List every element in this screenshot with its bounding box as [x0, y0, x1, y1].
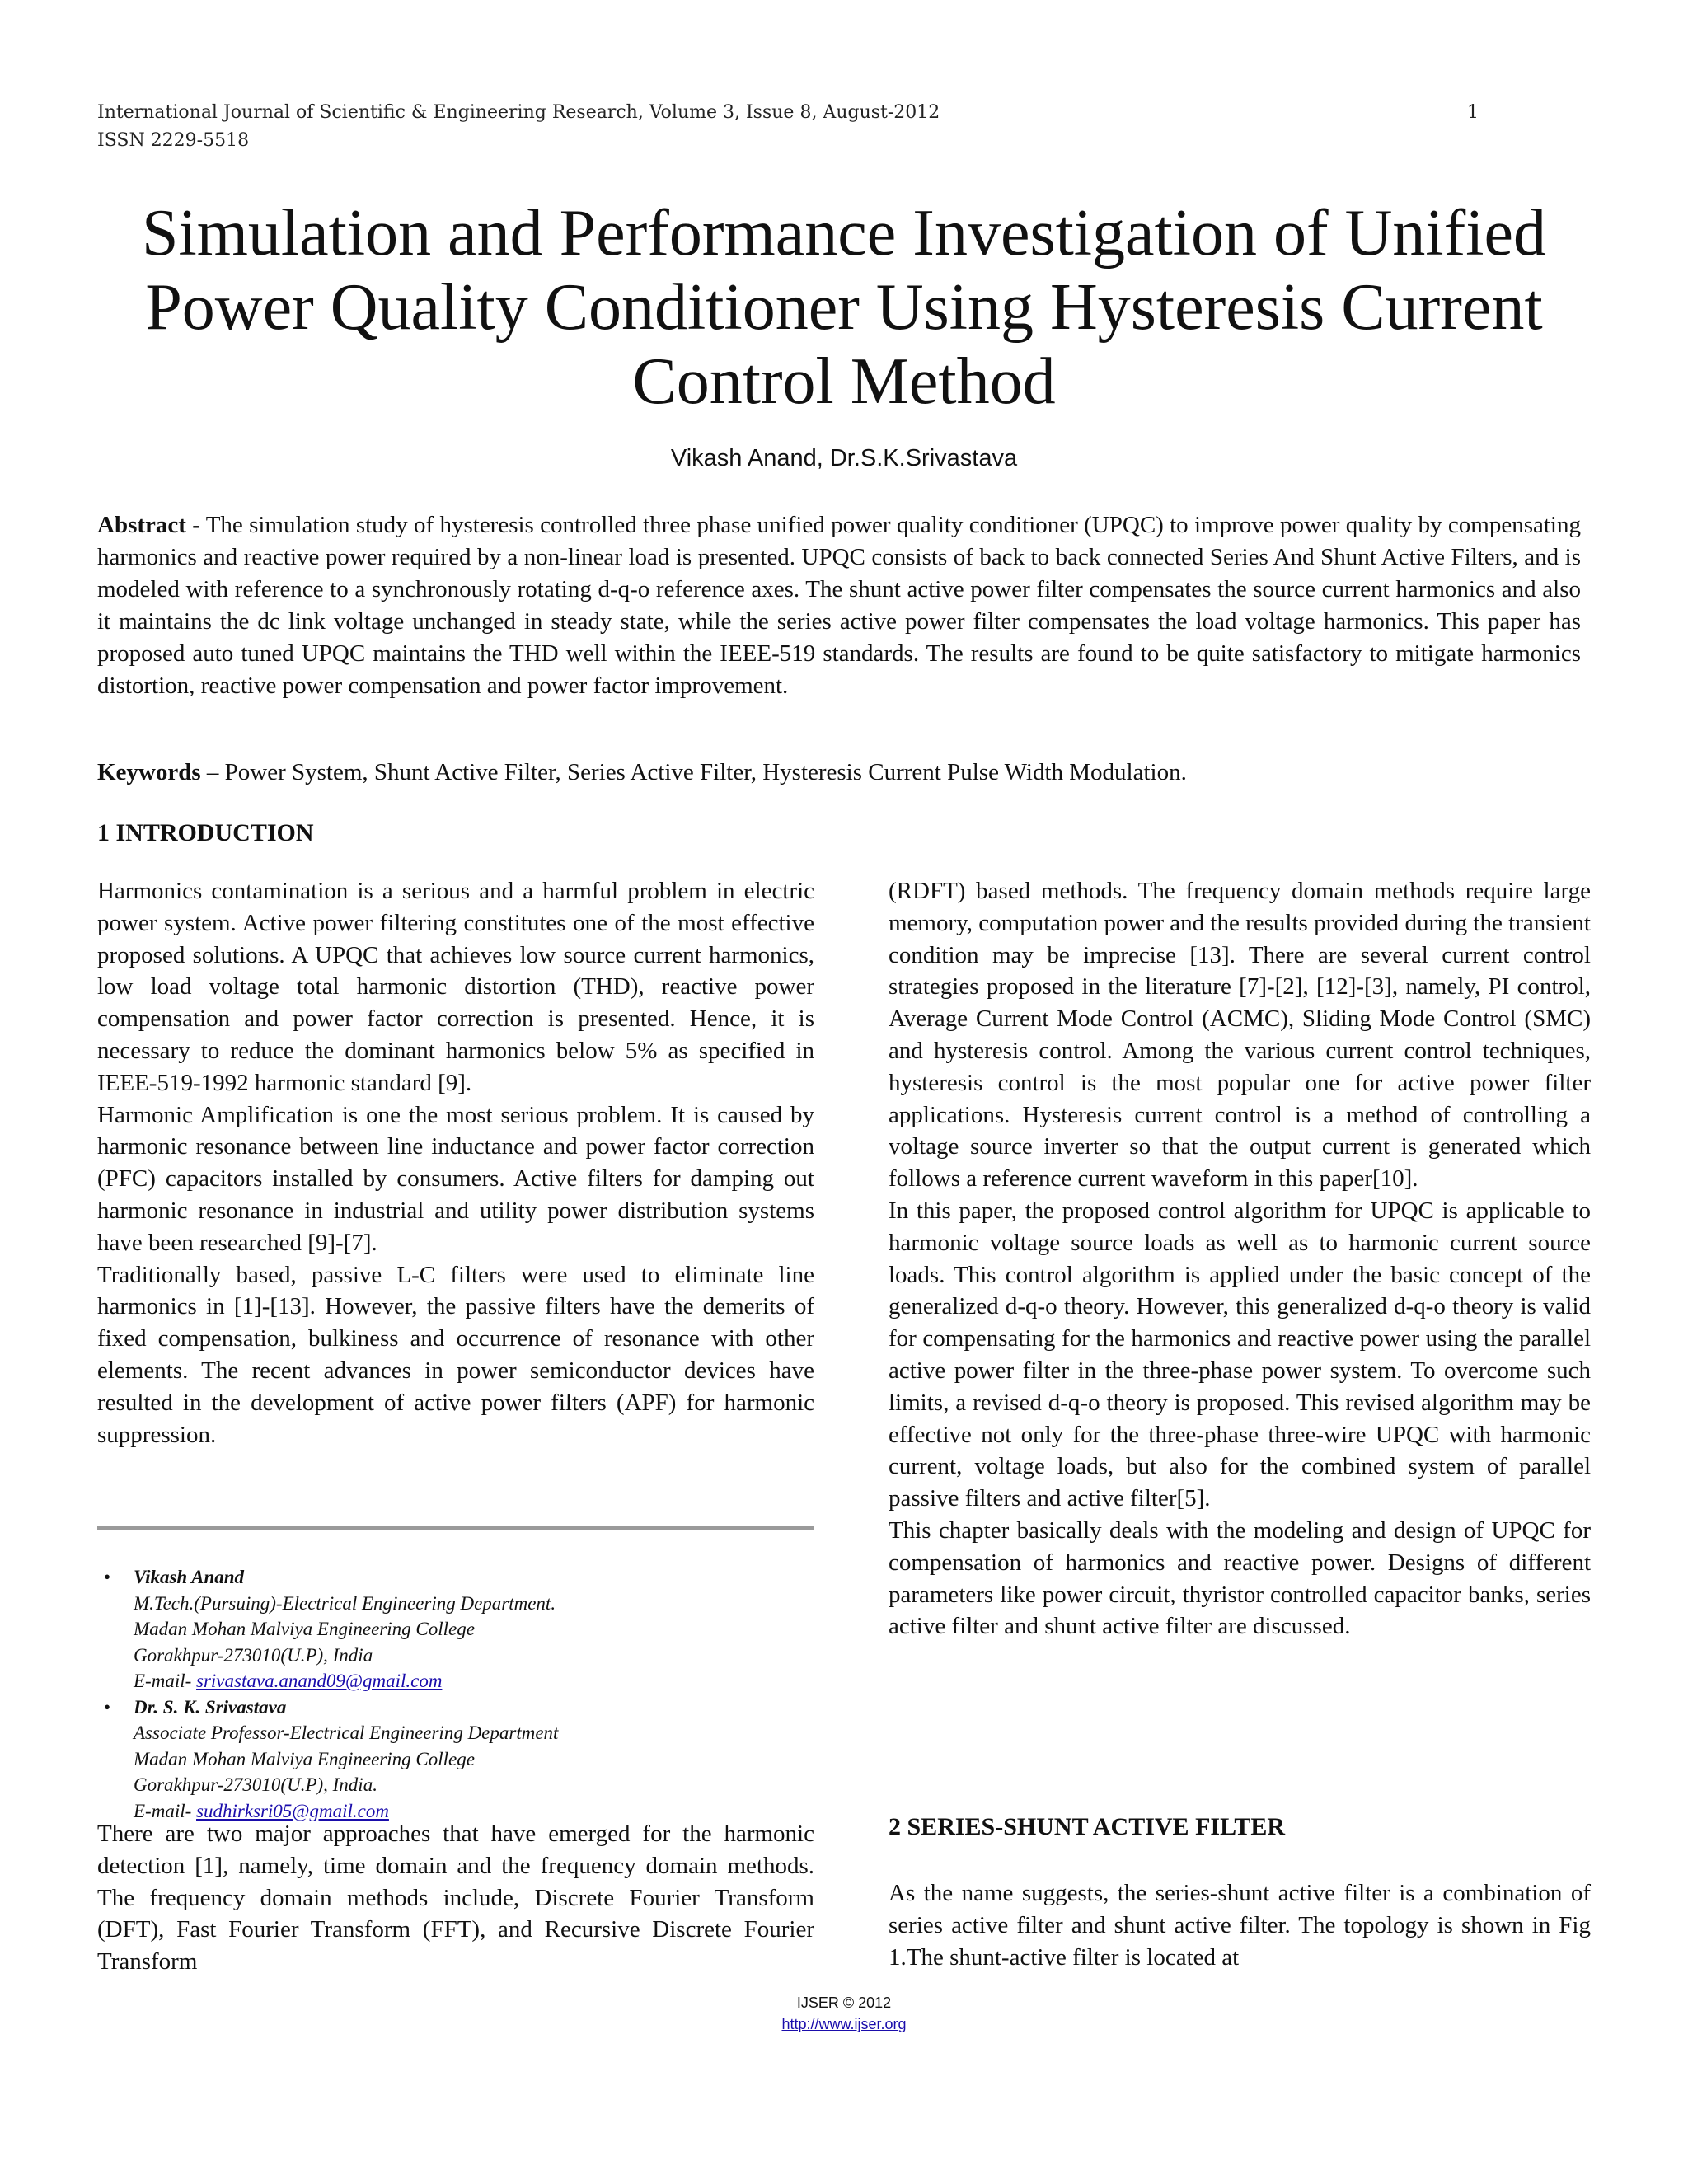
- section-heading-introduction: 1 INTRODUCTION: [97, 819, 314, 846]
- keywords-text: – Power System, Shunt Active Filter, Series Active Filter, Hysteresis Current Pulse Width Modulation.: [206, 759, 1187, 785]
- abstract: [97, 509, 1581, 702]
- bullet-icon: •: [104, 1567, 111, 1587]
- email-link[interactable]: sudhirksri05@gmail.com: [196, 1800, 389, 1821]
- footnote-line: Gorakhpur-273010(U.P), India.: [134, 1774, 377, 1795]
- keywords: [97, 757, 1581, 789]
- footer-copyright: IJSER © 2012: [796, 1994, 892, 2011]
- footer-link[interactable]: http://www.ijser.org: [781, 2016, 907, 2032]
- paragraph: In this paper, the proposed control algorithm for UPQC is applicable to harmonic voltage source loads as well as to harmonic current source loads. This control algorithm is applied under the basic concept of the generalized d-q-o theory. However, this generalized d-q-o theory is valid for compensating for the harmonics and reactive power using the parallel active power filter in the three-phase power system. To overcome such limits, a revised d-q-o theory is proposed. This revised algorithm may be effective not only for the three-phase three-wire UPQC with harmonic current, voltage loads, but also for the combined system of parallel passive filters and active filter[5].: [889, 1197, 1591, 1512]
- paragraph: Harmonics contamination is a serious and a harmful problem in electric power system. Active power filtering constitutes one of the most effective proposed solutions. A UPQC that achieves low source current harmonics, low load voltage total harmonic distortion (THD), reactive power compensation and power factor correction is presented. Hence, it is necessary to reduce the dominant harmonics below 5% as specified in IEEE-519-1992 harmonic standard [9].: [97, 878, 814, 1096]
- right-column: [889, 875, 1591, 1643]
- keywords-label: Keywords: [97, 759, 201, 785]
- footnote-author-name: Dr. S. K. Srivastava: [134, 1696, 287, 1718]
- footnote-author-name: Vikash Anand: [134, 1567, 245, 1587]
- footnote-line: Madan Mohan Malviya Engineering College: [134, 1619, 475, 1639]
- bullet-icon: •: [104, 1696, 111, 1718]
- paragraph: Harmonic Amplification is one the most serious problem. It is caused by harmonic resonance between line inductance and power factor correction (PFC) capacitors installed by consumers. Active filters for damping out harmonic resonance in industrial and utility power distribution systems have been researched [9]-[7].: [97, 1101, 814, 1256]
- footnote-line: Gorakhpur-273010(U.P), India: [134, 1644, 373, 1666]
- section2-paragraph: As the name suggests, the series-shunt active filter is a combination of series active filter and shunt active filter. The topology is shown in Fig 1.The shunt-active filter is located at: [889, 1880, 1591, 1971]
- journal-header: International Journal of Scientific & Engineering Research, Volume 3, Issue 8, August-2012: [97, 102, 940, 123]
- paragraph: Traditionally based, passive L-C filters were used to eliminate line harmonics in [1]-[13]. However, the passive filters have the demerits of fixed compensation, bulkiness and occurrence of resonance with other elements. The recent advances in power semiconductor devices have resulted in the development of active power filters (APF) for harmonic suppression.: [97, 1261, 814, 1448]
- footnote-line: Associate Professor-Electrical Engineering Department: [134, 1722, 559, 1743]
- issn-header: ISSN 2229-5518: [97, 130, 250, 151]
- footnote-line: Madan Mohan Malviya Engineering College: [134, 1748, 475, 1769]
- left-column: [97, 875, 814, 1451]
- author-footnotes: [97, 1564, 823, 1824]
- footnote-divider: [97, 1526, 814, 1530]
- paper-title: Simulation and Performance Investigation of Unified Power Quality Conditioner Using Hysteresis Current Control Method: [141, 197, 1547, 418]
- paragraph: This chapter basically deals with the modeling and design of UPQC for compensation of harmonics and reactive power. Designs of different parameters like power circuit, thyristor controlled capacitor banks, series active filter and shunt active filter are discussed.: [889, 1516, 1591, 1640]
- abstract-text: The simulation study of hysteresis controlled three phase unified power quality conditioner (UPQC) to improve power quality by compensating harmonics and reactive power required by a non-linear load is presented. UPQC consists of back to back connected Series And Shunt Active Filters, and is modeled with reference to a synchronously rotating d-q-o reference axes. The shunt active power filter compensates the source current harmonics and also it maintains the dc link voltage unchanged in steady state, while the series active power filter compensates the load voltage harmonics. This paper has proposed auto tuned UPQC maintains the THD well within the IEEE-519 standards. The results are found to be quite satisfactory to mitigate harmonics distortion, reactive power compensation and power factor improvement.: [97, 512, 1581, 699]
- page-number: 1: [1467, 102, 1479, 123]
- author-footnote: [97, 1564, 823, 1694]
- footnote-email-line: [134, 1668, 823, 1694]
- email-label: E-mail-: [134, 1671, 192, 1691]
- paragraph: (RDFT) based methods. The frequency domain methods require large memory, computation power and the results provided during the transient condition may be imprecise [13]. There are several current control strategies proposed in the literature [7]-[2], [12]-[3], namely, PI control, Average Current Mode Control (ACMC), Sliding Mode Control (SMC) and hysteresis control. Among the various current control techniques, hysteresis control is the most popular one for active power filter applications. Hysteresis current control is a method of controlling a voltage source inverter so that the output current is generated which follows a reference current waveform in this paper[10].: [889, 878, 1591, 1193]
- left-column-continuation: There are two major approaches that have emerged for the harmonic detection [1], namely, time domain and the frequency domain methods. The frequency domain methods include, Discrete Fourier Transform (DFT), Fast Fourier Transform (FFT), and Recursive Discrete Fourier Transform: [97, 1821, 814, 1975]
- footnote-line: M.Tech.(Pursuing)-Electrical Engineering Department.: [134, 1592, 556, 1614]
- author-footnote: [97, 1694, 823, 1825]
- author-line: Vikash Anand, Dr.S.K.Srivastava: [670, 445, 1018, 471]
- email-label: E-mail-: [134, 1800, 192, 1821]
- section-heading-series-shunt: 2 SERIES-SHUNT ACTIVE FILTER: [889, 1813, 1286, 1840]
- email-link[interactable]: srivastava.anand09@gmail.com: [196, 1671, 443, 1691]
- abstract-label: Abstract -: [97, 512, 200, 538]
